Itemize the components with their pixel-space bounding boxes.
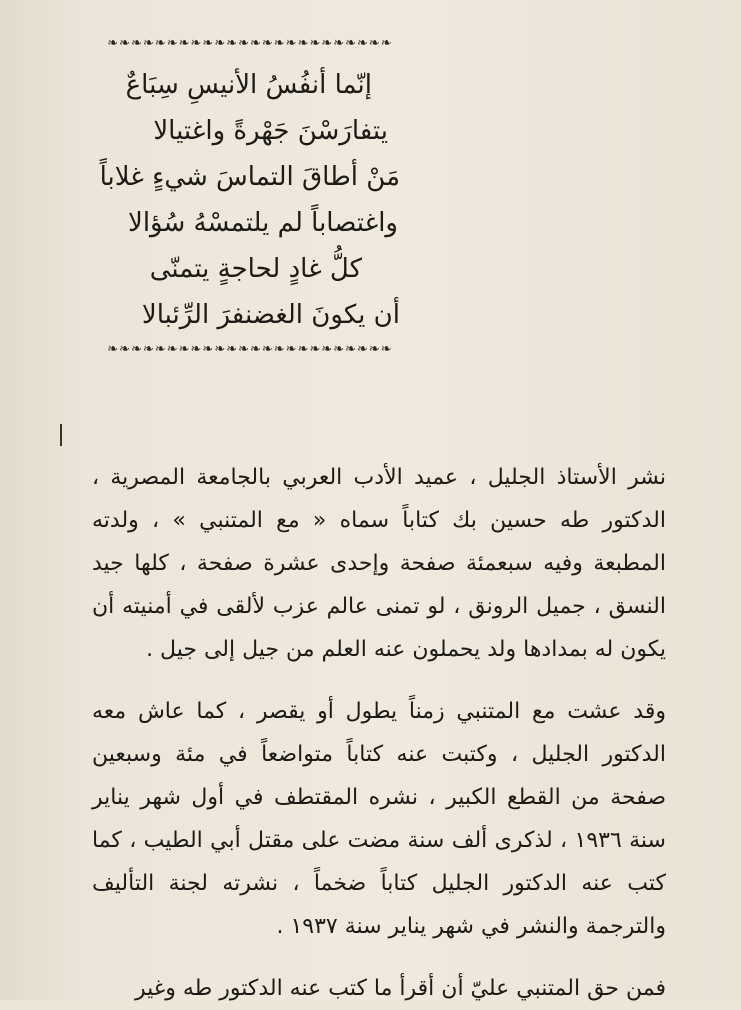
paragraph: فمن حق المتنبي عليّ أن أقرأ ما كتب عنه الدكتور طه وغير — [135, 976, 666, 1001]
paragraph: وقد عشت مع المتنبي زمناً يطول أو يقصر ، كما عاش معه الدكتور الجليل ، وكتبت عنه كتاباً متواضعاً في مئة وسبعين صفحة من القطع الكبير ، نشره المقتطف في أول شهر يناير سنة ١٩٣٦ ، لذكرى ألف سنة مضت على مقتل أبي الطيب ، كما كتب عنه الدكتور الجليل كتاباً ضخماً ، نشرته لجنة التأليف والترجمة والنشر في شهر يناير سنة ١٩٣٧ . — [92, 699, 666, 939]
poem-verse: واغتصاباً لم يلتمسْهُ سُؤالا — [128, 208, 398, 238]
margin-pencil-mark — [60, 424, 62, 446]
paragraph: نشر الأستاذ الجليل ، عميد الأدب العربي بالجامعة المصرية ، الدكتور طه حسين بك كتاباً سماه « مع المتنبي » ، ولدته المطبعة وفيه سبعمئة صفحة وإحدى عشرة صفحة ، كلها جيد النسق ، جميل الرونق ، لو تمنى عالم عزب لألقى في أمنيته أن يكون له بمدادها ولد يحملون عنه العلم من جيل إلى جيل . — [92, 465, 666, 662]
poem-verse: مَنْ أطاقَ التماسَ شيءٍ غلاباً — [99, 162, 400, 192]
poem-verse: يتفارَسْنَ جَهْرةً واغتيالا — [153, 116, 388, 146]
poem-verse: أن يكونَ الغضنفرَ الرِّئبالا — [141, 300, 400, 330]
body-text — [92, 456, 666, 1010]
poem-block — [100, 62, 400, 338]
bottom-ornament-border: ❧❧❧❧❧❧❧❧❧❧❧❧❧❧❧❧❧❧❧❧❧❧❧❧ — [107, 343, 393, 357]
poem-verse: إنّما أنفُسُ الأنيسِ سِبَاعٌ — [125, 70, 372, 100]
poem-verse: كلُّ غادٍ لحاجةٍ يتمنّى — [149, 254, 362, 284]
top-ornament-border: ❧❧❧❧❧❧❧❧❧❧❧❧❧❧❧❧❧❧❧❧❧❧❧❧ — [107, 37, 393, 51]
